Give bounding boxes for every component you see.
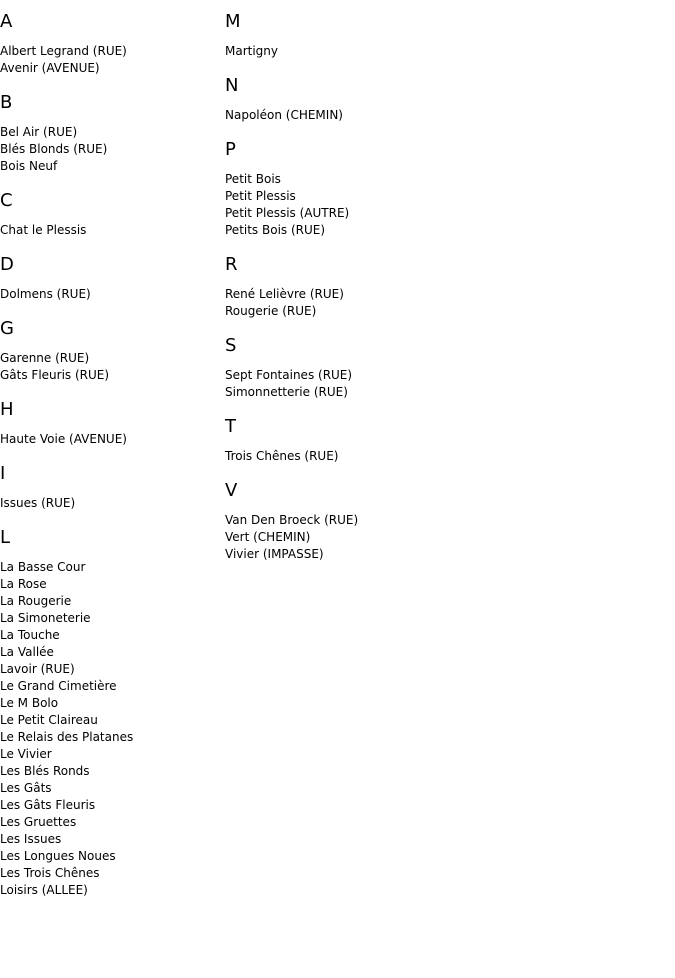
street-link[interactable]: Sept Fontaines (RUE) xyxy=(225,368,353,382)
street-link[interactable]: Vivier (IMPASSE) xyxy=(225,547,324,561)
street-link[interactable]: Les Trois Chênes xyxy=(0,866,100,880)
street-link[interactable]: Le M Bolo xyxy=(0,696,59,710)
street-link[interactable]: Rougerie (RUE) xyxy=(225,304,317,318)
street-link[interactable]: Issues (RUE) xyxy=(0,496,76,510)
street-list xyxy=(0,222,220,239)
letter-group-n xyxy=(225,76,665,124)
letter-heading: V xyxy=(225,480,238,501)
street-link[interactable]: Petit Plessis (AUTRE) xyxy=(225,206,350,220)
street-link[interactable]: Garenne (RUE) xyxy=(0,351,90,365)
letter-heading: D xyxy=(0,254,14,275)
street-link[interactable]: La Basse Cour xyxy=(0,560,86,574)
letter-group-r xyxy=(225,255,665,320)
street-link[interactable]: Lavoir (RUE) xyxy=(0,662,75,676)
letter-heading: L xyxy=(0,527,11,548)
street-link[interactable]: Loisirs (ALLEE) xyxy=(0,883,88,897)
street-list xyxy=(225,43,665,60)
street-link[interactable]: Dolmens (RUE) xyxy=(0,287,91,301)
street-link[interactable]: Albert Legrand (RUE) xyxy=(0,44,127,58)
street-list xyxy=(225,107,665,124)
letter-heading: B xyxy=(0,92,13,113)
street-link[interactable]: Bel Air (RUE) xyxy=(0,125,78,139)
letter-group-g xyxy=(0,319,220,384)
street-link[interactable]: Les Gâts Fleuris xyxy=(0,798,96,812)
street-link[interactable]: Le Relais des Platanes xyxy=(0,730,134,744)
street-list xyxy=(0,350,220,384)
letter-heading: N xyxy=(225,75,239,96)
street-link[interactable]: Les Gruettes xyxy=(0,815,77,829)
street-link[interactable]: Petits Bois (RUE) xyxy=(225,223,326,237)
street-list xyxy=(225,171,665,239)
street-link[interactable]: Petit Bois xyxy=(225,172,281,186)
letter-heading: H xyxy=(0,399,14,420)
street-link[interactable]: René Lelièvre (RUE) xyxy=(225,287,344,301)
street-link[interactable]: Petit Plessis xyxy=(225,189,296,203)
street-link[interactable]: Gâts Fleuris (RUE) xyxy=(0,368,110,382)
street-link[interactable]: Napoléon (CHEMIN) xyxy=(225,108,343,122)
letter-group-b xyxy=(0,93,220,175)
street-list xyxy=(225,286,665,320)
street-link[interactable]: La Rougerie xyxy=(0,594,72,608)
street-link[interactable]: Haute Voie (AVENUE) xyxy=(0,432,127,446)
letter-heading: A xyxy=(0,11,13,32)
street-link[interactable]: Les Gâts xyxy=(0,781,52,795)
street-list xyxy=(0,559,220,899)
street-list xyxy=(225,448,665,465)
street-list xyxy=(0,43,220,77)
street-link[interactable]: La Rose xyxy=(0,577,47,591)
street-link[interactable]: Les Longues Noues xyxy=(0,849,116,863)
street-link[interactable]: Van Den Broeck (RUE) xyxy=(225,513,359,527)
street-link[interactable]: La Vallée xyxy=(0,645,54,659)
letter-group-m xyxy=(225,12,665,60)
letter-group-s xyxy=(225,336,665,401)
letter-group-l xyxy=(0,528,220,899)
street-list xyxy=(0,124,220,175)
street-link[interactable]: Le Petit Claireau xyxy=(0,713,98,727)
letter-heading: M xyxy=(225,11,241,32)
letter-group-a xyxy=(0,12,220,77)
street-link[interactable]: Le Grand Cimetière xyxy=(0,679,117,693)
letter-heading: I xyxy=(0,463,6,484)
street-link[interactable]: La Simoneterie xyxy=(0,611,91,625)
letter-heading: C xyxy=(0,190,13,211)
street-link[interactable]: Vert (CHEMIN) xyxy=(225,530,311,544)
letter-heading: S xyxy=(225,335,237,356)
letter-group-h xyxy=(0,400,220,448)
letter-group-i xyxy=(0,464,220,512)
street-link[interactable]: Chat le Plessis xyxy=(0,223,87,237)
street-list xyxy=(0,495,220,512)
street-index-column-left xyxy=(0,12,220,915)
letter-heading: G xyxy=(0,318,14,339)
street-list xyxy=(0,286,220,303)
street-index-column-right xyxy=(225,12,665,579)
letter-group-d xyxy=(0,255,220,303)
letter-heading: R xyxy=(225,254,238,275)
street-list xyxy=(0,431,220,448)
street-link[interactable]: Bois Neuf xyxy=(0,159,58,173)
street-link[interactable]: Le Vivier xyxy=(0,747,52,761)
letter-group-p xyxy=(225,140,665,239)
letter-group-c xyxy=(0,191,220,239)
street-link[interactable]: Les Issues xyxy=(0,832,62,846)
street-link[interactable]: Les Blés Ronds xyxy=(0,764,90,778)
letter-heading: P xyxy=(225,139,236,160)
street-list xyxy=(225,512,665,563)
letter-group-t xyxy=(225,417,665,465)
letter-heading: T xyxy=(225,416,236,437)
letter-group-v xyxy=(225,481,665,563)
street-link[interactable]: La Touche xyxy=(0,628,60,642)
street-list xyxy=(225,367,665,401)
street-link[interactable]: Simonnetterie (RUE) xyxy=(225,385,348,399)
street-link[interactable]: Martigny xyxy=(225,44,279,58)
street-link[interactable]: Blés Blonds (RUE) xyxy=(0,142,108,156)
street-link[interactable]: Avenir (AVENUE) xyxy=(0,61,100,75)
street-link[interactable]: Trois Chênes (RUE) xyxy=(225,449,339,463)
